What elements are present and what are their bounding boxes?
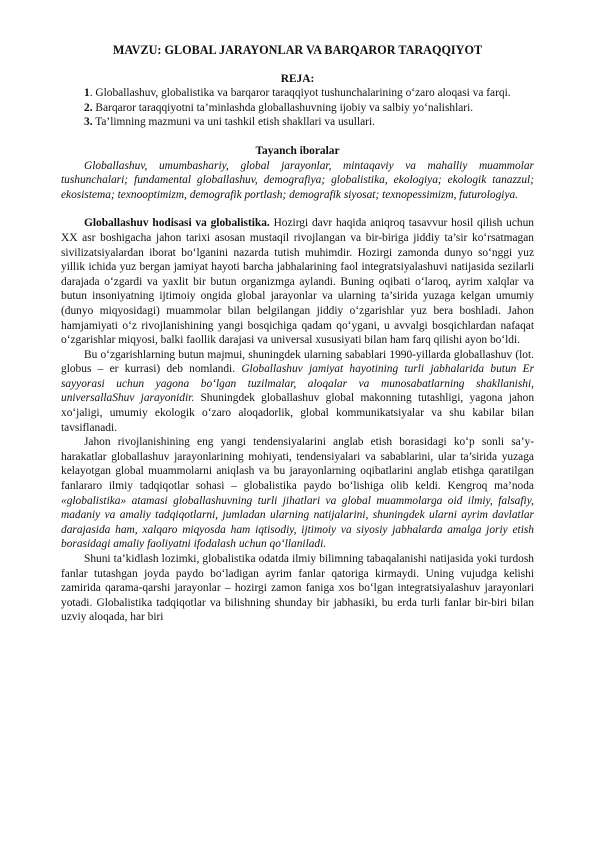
- plan-item-2: [61, 101, 534, 116]
- plan-item-1: [61, 86, 534, 101]
- keywords-text: Globallashuv, umumbashariy, global jarayonlar, mintaqaviy va mahalliy muammolar tushunchalari; fundamental globallashuv, demografiya; globalistika, ekologiya; ekologik tanazzul; ekosistema; texnooptimizm, demografik portlash; demografik siyosat; texnopessimizm, futurologiya.: [61, 159, 534, 201]
- plan-item-3: [61, 115, 534, 130]
- plan-item-number: 1: [84, 87, 90, 100]
- spacer: [61, 130, 534, 144]
- plan-item-text: . Globallashuv, globalistika va barqaror taraqqiyot tushunchalarining o‘zaro aloqasi va farqi.: [89, 87, 511, 100]
- document-title: MAVZU: GLOBAL JARAYONLAR VA BARQAROR TARAQQIYOT: [112, 43, 483, 57]
- paragraph-text: Shuningdek globallashuv global makonning tutashligi, yagona jahon xo‘jaligi, umumiy ekologik o‘zaro aloqadorlik, global kommunikatsiyalar va shu kabilar bilan tavsiflanadi.: [61, 392, 535, 434]
- definition-italic: Globallashuv jamiyat hayotining turli jabhalarida butun Er sayyorasi uchun yagona bo‘lgan tuzilmalar, aloqalar va munosabatlarning shakllanishi, universallaShuv jarayonidir.: [61, 363, 534, 405]
- body-paragraph-2: [61, 348, 534, 436]
- plan-item-number: 3.: [84, 116, 93, 129]
- plan-item-text: Barqaror taraqqiyotni ta’minlashda globallashuvning ijobiy va salbiy yo‘nalishlari.: [92, 101, 474, 114]
- paragraph-text: Hozirgi davr haqida aniqroq tasavvur hosil qilish uchun XX asr boshigacha jahon tarixi asosan mustaqil rivojlangan va bir-biriga jiddiy ta’sir ko‘rsatmagan sivilizatsiyalardan iborat bo‘lganini nazarda tutish muhimdir. Hozirgi zamonda dunyo so‘nggi yuz yillik ichida yuz bergan jamiyat hayoti barcha jabhalarining faol integratsiyalashuvi natijasida sezilarli darajada o‘zgardi va yaxlit bir butun organizmga aylandi. Buning oqibati o‘laroq, ayrim xalqlar va butun insoniyatning ijtimoiy ongida global jarayonlar va ularning ta’sirida yuzaga kelgan umumiy (dunyo miqyosidagi) muammolar bilan belgilangan jiddiy o‘zgarishlar yuz bera boshladi. Jahon hamjamiyati o‘z rivojlanishining yangi bosqichiga qadam qo‘ygani, u avvalgi bosqichlardan nafaqat o‘zgarishlar miqyosi, balki faollik darajasi va universal xususiyati bilan ham farq qilishi ayon bo‘ldi.: [61, 217, 534, 347]
- body-paragraph-4: Shuni ta’kidlash lozimki, globalistika odatda ilmiy bilimning tabaqalanishi natijasida yoki turdosh fanlar tutashgan joyda paydo bo‘ladigan ayrim fanlar qatoriga kirmaydi. Uning vujudga kelishi zamirida qarama-qarshi jarayonlar – hozirgi zamon faniga xos bo‘lgan integratsiyalashuv jarayonlari yotadi. Globalistika tadqiqotlar va bilishning shunday bir jabhasiki, bu erda turli fanlar bir-biri bilan uzviy aloqada, har biri: [61, 553, 534, 624]
- section-heading: Globallashuv hodisasi va globalistika.: [84, 217, 270, 230]
- plan-heading: REJA:: [280, 72, 315, 85]
- definition-italic: «globalistika» atamasi globallashuvning turli jihatlari va global muammolarga oid ilmiy, falsafiy, madaniy va amaliy tadqiqotlarni, jumladan ularning natijalarini, shuningdek ularni ayrim davlatlar darajasida ham, xalqaro miqyosda ham iqtisodiy, ijtimoiy va siyosiy jabhalarda amalga joriy etish borasidagi amaliy faoliyatni ifodalash uchun qo‘llaniladi.: [61, 494, 534, 551]
- body-paragraph-3: [61, 435, 534, 552]
- spacer: [61, 202, 534, 216]
- plan-item-number: 2.: [84, 101, 93, 114]
- paragraph-text: Jahon rivojlanishining eng yangi tendensiyalarini anglab etish borasidagi ko‘p sonli sa’y-harakatlar globallashuv jarayonlarining mohiyati, tendensiyalari va sabablarini, ular ta’sirida yuzaga kelayotgan global muammolarni aniqlash va bu jarayonlarning oqibatlarini anglab etishga qaratilgan fanlararo ilmiy tadqiqotlar sohasi – globalistika paydo bo‘lishiga olib keldi. Kengroq ma’noda: [61, 436, 534, 493]
- body-paragraph-1: [61, 216, 534, 347]
- plan-item-text: Ta’limning mazmuni va uni tashkil etish shakllari va usullari.: [92, 116, 375, 129]
- keywords-heading: Tayanch iboralar: [255, 144, 340, 157]
- paragraph-text: Bu o‘zgarishlarning butun majmui, shuningdek ularning sabablari 1990-yillarda globallashuv (lot. globus – er kurrasi) deb nomlandi.: [61, 348, 534, 376]
